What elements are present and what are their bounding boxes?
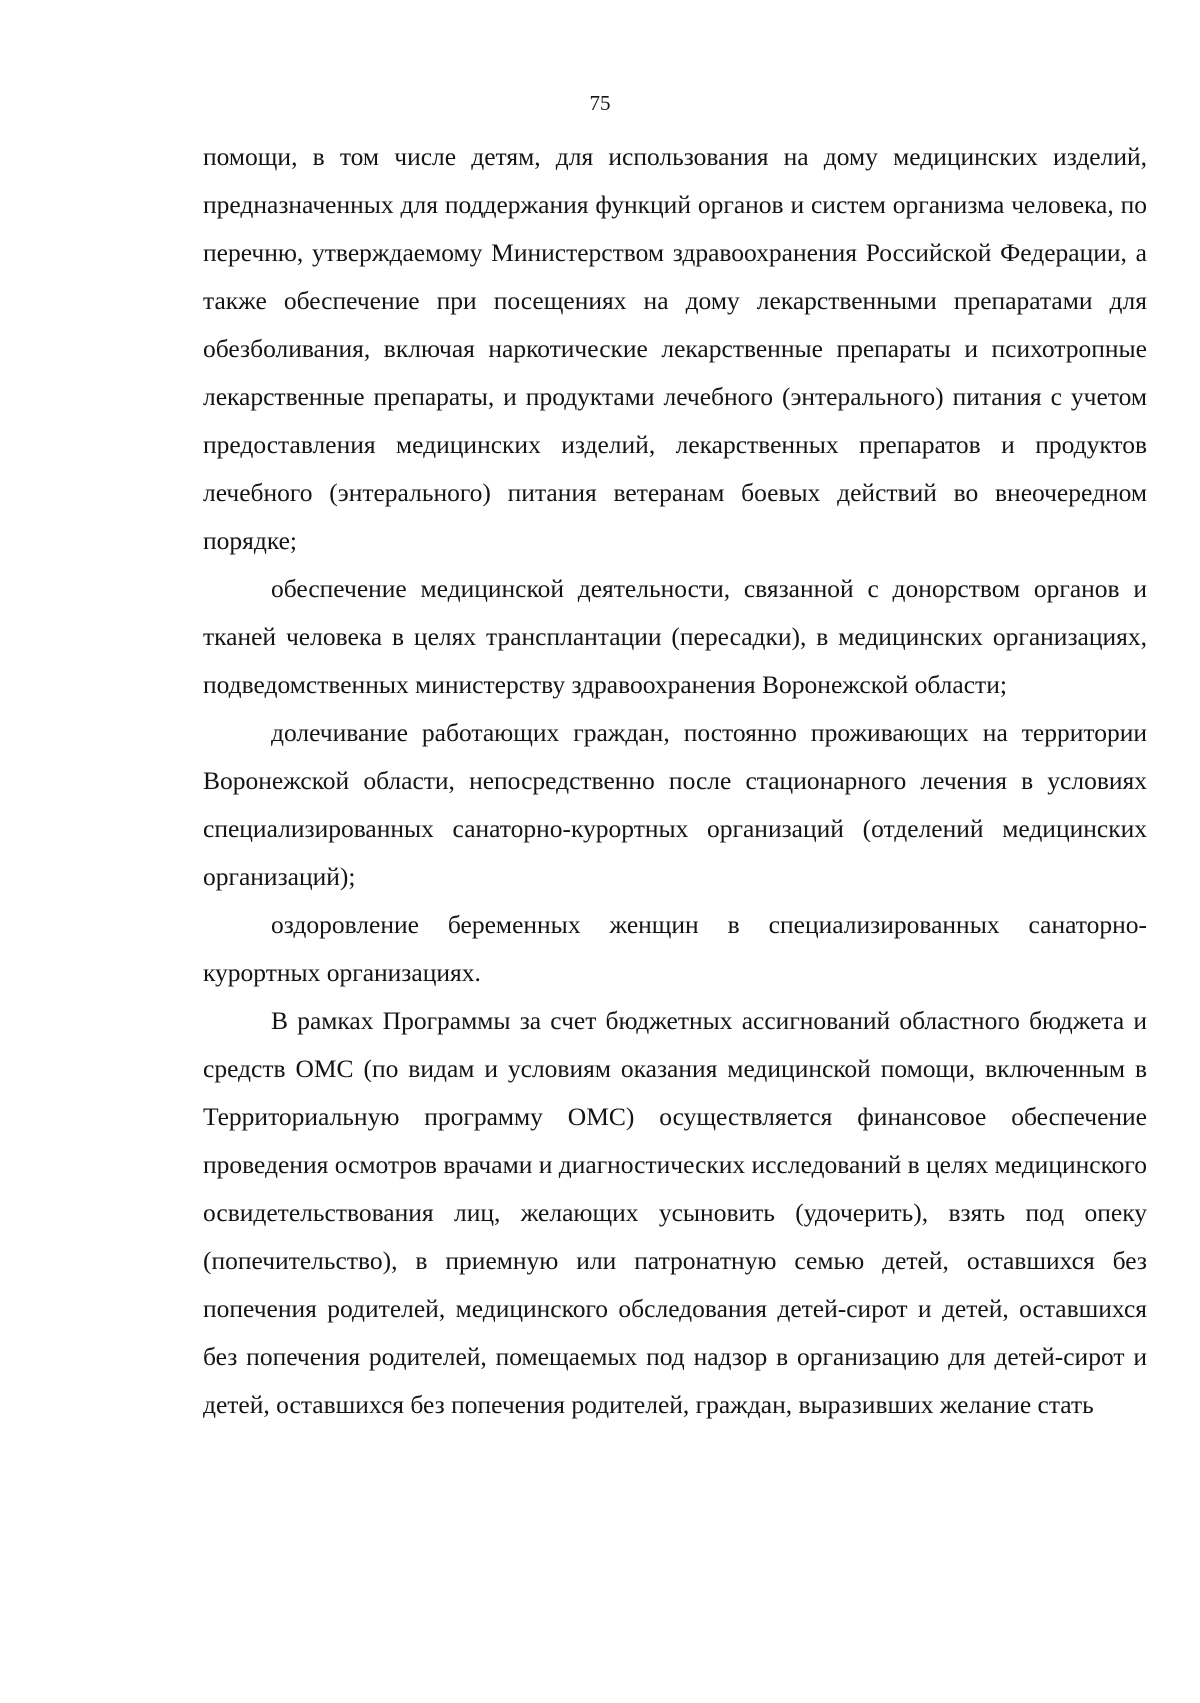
paragraph-continuation: помощи, в том числе детям, для использования на дому медицинских изделий, предназначенных для поддержания функций органов и систем организма человека, по перечню, утверждаемому Министерством здравоохранения Российской Федерации, а также обеспечение при посещениях на дому лекарственными препаратами для обезболивания, включая наркотические лекарственные препараты и психотропные лекарственные препараты, и продуктами лечебного (энтерального) питания с учетом предоставления медицинских изделий, лекарственных препаратов и продуктов лечебного (энтерального) питания ветеранам боевых действий во внеочередном порядке;	[203, 142, 1147, 555]
document-body	[203, 133, 1147, 1429]
paragraph-program-financing: В рамках Программы за счет бюджетных ассигнований областного бюджета и средств ОМС (по видам и условиям оказания медицинской помощи, включенным в Территориальную программу ОМС) осуществляется финансовое обеспечение проведения осмотров врачами и диагностических исследований в целях медицинского освидетельствования лиц, желающих усыновить (удочерить), взять под опеку (попечительство), в приемную или патронатную семью детей, оставшихся без попечения родителей, медицинского обследования детей-сирот и детей, оставшихся без попечения родителей, помещаемых под надзор в организацию для детей-сирот и детей, оставшихся без попечения родителей, граждан, выразивших желание стать	[203, 1006, 1147, 1419]
page-number: 75	[589, 91, 611, 115]
paragraph-aftercare: долечивание работающих граждан, постоянно проживающих на территории Воронежской области, непосредственно после стационарного лечения в условиях специализированных санаторно-курортных организаций (отделений медицинских организаций);	[203, 718, 1147, 891]
paragraph-organ-donation: обеспечение медицинской деятельности, связанной с донорством органов и тканей человека в целях трансплантации (пересадки), в медицинских организациях, подведомственных министерству здравоохранения Воронежской области;	[203, 574, 1147, 699]
paragraph-pregnant-women: оздоровление беременных женщин в специализированных санаторно-курортных организациях.	[203, 910, 1147, 987]
